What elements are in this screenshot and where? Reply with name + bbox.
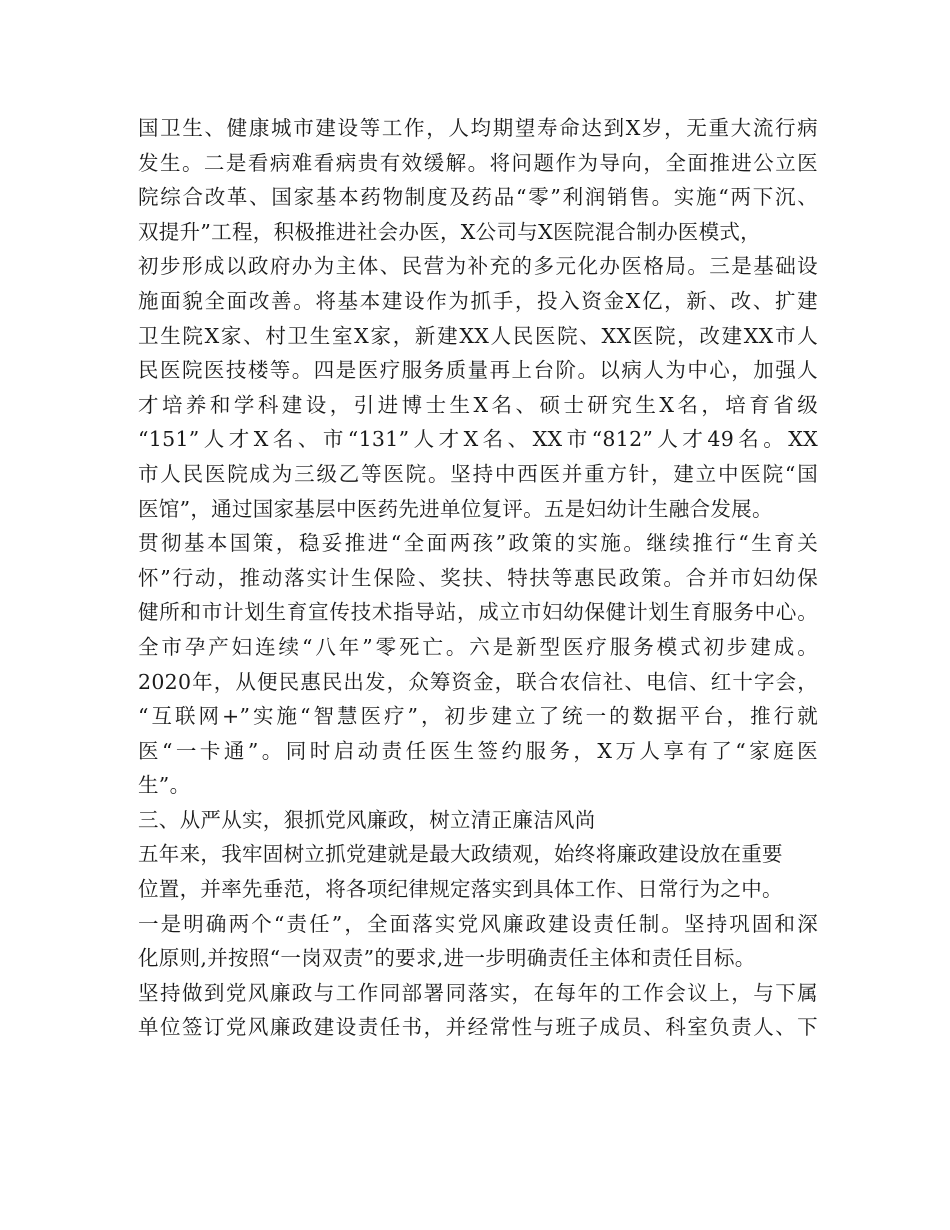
text-line-26: 坚持做到党风廉政与工作同部署同落实，在每年的工作会议上，与下属 <box>138 980 818 1005</box>
text-line-9: 才培养和学科建设，引进博士生X名、硕士研究生X名，培育省级 <box>138 392 818 417</box>
text-line-4: 双提升”工程，积极推进社会办医，X公司与X医院混合制办医模式， <box>138 219 761 244</box>
text-line-24: 一是明确两个“责任”，全面落实党风廉政建设责任制。坚持巩固和深 <box>138 911 818 936</box>
text-line-8: 民医院医技楼等。四是医疗服务质量再上台阶。以病人为中心，加强人 <box>138 358 818 383</box>
text-line-20: 生”。 <box>138 773 191 798</box>
text-line-3: 院综合改革、国家基本药物制度及药品“零”利润销售。实施“两下沉、 <box>138 185 818 210</box>
document-body <box>138 111 818 1045</box>
text-line-16: 全市孕产妇连续“八年”零死亡。六是新型医疗服务模式初步建成。 <box>138 634 818 659</box>
text-line-25: 化原则,并按照“一岗双责”的要求,进一步明确责任主体和责任目标。 <box>138 946 756 971</box>
text-line-23: 位置，并率先垂范，将各项纪律规定落实到具体工作、日常行为之中。 <box>138 877 783 902</box>
text-line-17: 2020年，从便民惠民出发，众筹资金，联合农信社、电信、红十字会， <box>138 669 818 694</box>
text-line-19: 医“一卡通”。同时启动责任医生签约服务，X万人享有了“家庭医 <box>138 738 818 763</box>
text-line-22: 五年来，我牢固树立抓党建就是最大政绩观，始终将廉政建设放在重要 <box>138 842 783 867</box>
text-line-15: 健所和市计划生育宣传技术指导站，成立市妇幼保健计划生育服务中心。 <box>138 600 818 625</box>
section-heading: 三、从严从实，狠抓党风廉政，树立清正廉洁风尚 <box>138 807 596 832</box>
text-line-12: 医馆”，通过国家基层中医药先进单位复评。五是妇幼计生融合发展。 <box>138 496 773 521</box>
text-line-18: “互联网+”实施“智慧医疗”，初步建立了统一的数据平台，推行就 <box>138 704 818 729</box>
text-line-1: 国卫生、健康城市建设等工作，人均期望寿命达到X岁，无重大流行病 <box>138 116 818 140</box>
text-line-13: 贯彻基本国策，稳妥推进“全面两孩”政策的实施。继续推行“生育关 <box>138 531 818 556</box>
text-line-6: 施面貌全面改善。将基本建设作为抓手，投入资金X亿，新、改、扩建 <box>138 288 818 313</box>
text-line-10: “151”人才X名、市“131”人才X名、XX市“812”人才49名。XX <box>138 427 818 452</box>
text-line-11: 市人民医院成为三级乙等医院。坚持中西医并重方针，建立中医院“国 <box>138 461 818 486</box>
text-line-2: 发生。二是看病难看病贵有效缓解。将问题作为导向，全面推进公立医 <box>138 150 818 175</box>
text-line-7: 卫生院X家、村卫生室X家，新建XX人民医院、XX医院，改建XX市人 <box>138 323 818 348</box>
text-line-5: 初步形成以政府办为主体、民营为补充的多元化办医格局。三是基础设 <box>138 254 818 279</box>
text-line-14: 怀”行动，推动落实计生保险、奖扶、特扶等惠民政策。合并市妇幼保 <box>138 565 818 590</box>
text-line-27: 单位签订党风廉政建设责任书，并经常性与班子成员、科室负责人、下 <box>138 1015 818 1040</box>
